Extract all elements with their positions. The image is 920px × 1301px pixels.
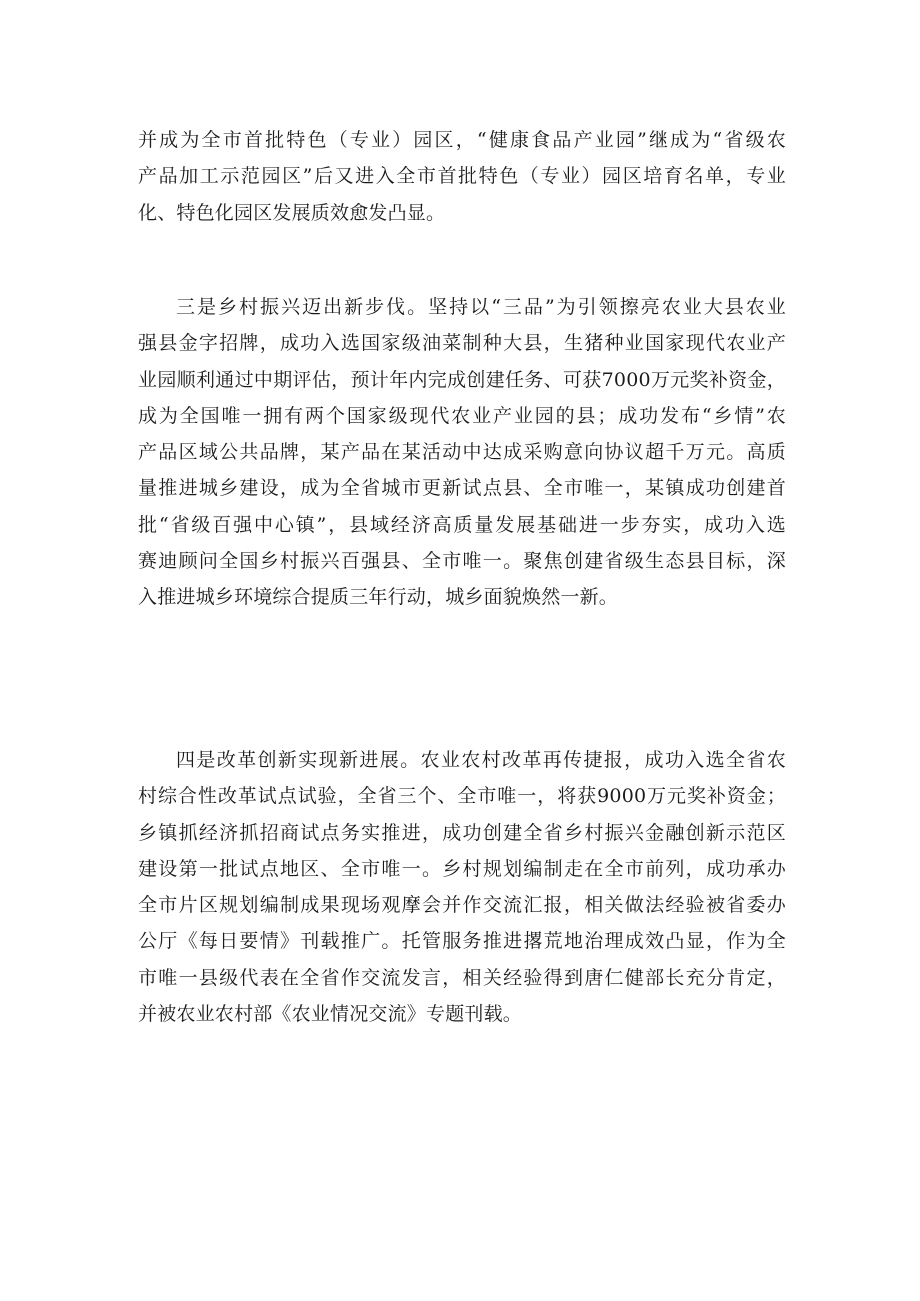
paragraph-industrial-parks	[138, 122, 786, 231]
text-line: 并成为全市首批特色（专业）园区，“健康食品产业园”继成为“省级农	[138, 129, 786, 151]
text-line: 建设第一批试点地区、全市唯一。乡村规划编制走在全市前列，成功承办	[138, 857, 786, 880]
text-line: 强县金字招牌，成功入选国家级油菜制种大县，生猪种业国家现代农业产	[138, 332, 786, 355]
text-line: 赛迪顾问全国乡村振兴百强县、全市唯一。聚焦创建省级生态县目标，深	[138, 550, 786, 573]
text-line: 全市片区规划编制成果现场观摩会并作交流汇报，相关做法经验被省委办	[138, 894, 786, 917]
text-line: 公厅《每日要情》刊载推广。托管服务推进撂荒地治理成效凸显，作为全	[138, 930, 786, 953]
text-line: 量推进城乡建设，成为全省城市更新试点县、全市唯一，某镇成功创建首	[138, 477, 786, 500]
paragraph-rural-revitalization	[138, 289, 786, 616]
text-line: 乡镇抓经济抓招商试点务实推进，成功创建全省乡村振兴金融创新示范区	[138, 821, 786, 844]
text-line: 四是改革创新实现新进展。农业农村改革再传捷报，成功入选全省农	[176, 749, 786, 771]
text-line: 产品加工示范园区”后又进入全市首批特色（专业）园区培育名单，专业	[138, 165, 786, 188]
text-line: 并被农业农村部《农业情况交流》专题刊载。	[138, 1003, 523, 1026]
text-line: 市唯一县级代表在全省作交流发言，相关经验得到唐仁健部长充分肯定，	[138, 966, 786, 989]
text-line: 产品区域公共品牌，某产品在某活动中达成采购意向协议超千万元。高质	[138, 441, 786, 464]
text-line: 化、特色化园区发展质效愈发凸显。	[138, 201, 446, 224]
text-line: 业园顺利通过中期评估，预计年内完成创建任务、可获7000万元奖补资金，	[138, 368, 786, 391]
text-line: 三是乡村振兴迈出新步伐。坚持以“三品”为引领擦亮农业大县农业	[176, 296, 786, 318]
paragraph-reform-innovation	[138, 742, 786, 1032]
text-line: 批“省级百强中心镇”，县域经济高质量发展基础进一步夯实，成功入选	[138, 513, 786, 536]
text-line: 成为全国唯一拥有两个国家级现代农业产业园的县；成功发布“乡情”农	[138, 404, 786, 427]
text-line: 村综合性改革试点试验，全省三个、全市唯一，将获9000万元奖补资金；	[138, 785, 786, 808]
text-line: 入推进城乡环境综合提质三年行动，城乡面貌焕然一新。	[138, 586, 619, 609]
